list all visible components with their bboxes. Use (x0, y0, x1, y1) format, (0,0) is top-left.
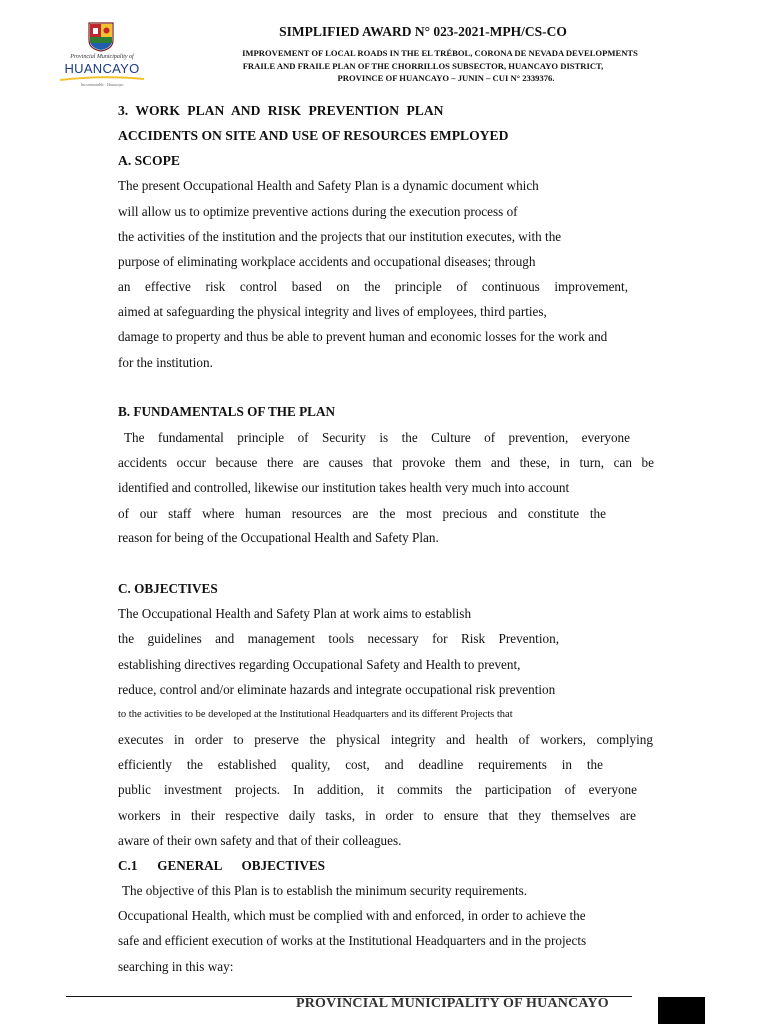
section-heading: 3. WORK PLAN AND RISK PREVENTION PLAN (118, 103, 444, 118)
paragraph-line: the guidelines and management tools necessary for Risk Prevention, (118, 631, 559, 646)
document-subtitle-line: FRAILE AND FRAILE PLAN OF THE CHORRILLOS SUBSECTOR, HUANCAYO DISTRICT, (242, 61, 604, 71)
paragraph-line: for the institution. (118, 355, 213, 370)
paragraph-line: identified and controlled, likewise our institution takes health very much into account (118, 480, 570, 495)
paragraph-line: The Occupational Health and Safety Plan at work aims to establish (118, 606, 472, 621)
logo-caption: Provincial Municipality of (70, 54, 134, 60)
paragraph-line: purpose of eliminating workplace accidents and occupational diseases; through (118, 254, 536, 269)
paragraph-line: will allow us to optimize preventive actions during the execution process of (118, 204, 518, 219)
paragraph-line: of our staff where human resources are the most precious and constitute the (118, 506, 606, 521)
paragraph-line: efficiently the established quality, cost, and deadline requirements in the (118, 757, 603, 772)
paragraph-line: the activities of the institution and the projects that our institution executes, with the (118, 229, 562, 244)
paragraph-line: executes in order to preserve the physical integrity and health of workers, complying (118, 732, 653, 747)
subsection-heading-objectives: C. OBJECTIVES (118, 581, 218, 596)
paragraph-line: reason for being of the Occupational Health and Safety Plan. (118, 530, 439, 545)
paragraph-line: accidents occur because there are causes that provoke them and these, in turn, can be (118, 455, 654, 470)
subsection-heading-scope: A. SCOPE (118, 153, 180, 168)
footer-text: PROVINCIAL MUNICIPALITY OF HUANCAYO (296, 996, 609, 1008)
paragraph-line: Occupational Health, which must be complied with and enforced, in order to achieve the (118, 908, 586, 923)
section-heading: ACCIDENTS ON SITE AND USE OF RESOURCES EMPLOYED (118, 128, 509, 143)
paragraph-line: The present Occupational Health and Safety Plan is a dynamic document which (118, 178, 539, 193)
paragraph-line: The fundamental principle of Security is the Culture of prevention, everyone (124, 430, 630, 445)
document-title: SIMPLIFIED AWARD N° 023-2021-MPH/CS-CO (279, 24, 567, 39)
paragraph-line: public investment projects. In addition, it commits the participation of everyone (118, 782, 637, 797)
paragraph-line: searching in this way: (118, 959, 234, 974)
page-number-box (658, 997, 705, 1024)
coat-of-arms-icon (88, 22, 114, 52)
logo-motto: Incontrastable · Huancayo (80, 82, 124, 87)
paragraph-line: establishing directives regarding Occupational Safety and Health to prevent, (118, 657, 521, 672)
document-subtitle-line: PROVINCE OF HUANCAYO – JUNIN – CUI N° 2339376. (337, 73, 555, 83)
subsection-heading-fundamentals: B. FUNDAMENTALS OF THE PLAN (118, 404, 335, 419)
paragraph-line: safe and efficient execution of works at the Institutional Headquarters and in the projects (118, 933, 587, 948)
paragraph-line: The objective of this Plan is to establish the minimum security requirements. (122, 883, 528, 898)
paragraph-line: an effective risk control based on the principle of continuous improvement, (118, 279, 628, 294)
paragraph-line: aware of their own safety and that of their colleagues. (118, 833, 402, 848)
paragraph-line: damage to property and thus be able to prevent human and economic losses for the work and (118, 329, 608, 344)
paragraph-line: workers in their respective daily tasks, in order to ensure that they themselves are (118, 808, 636, 823)
subsection-heading-general-objectives: C.1 GENERAL OBJECTIVES (118, 858, 326, 873)
municipality-logo (54, 22, 150, 88)
logo-name: HUANCAYO (64, 61, 140, 76)
paragraph-line: reduce, control and/or eliminate hazards and integrate occupational risk prevention (118, 682, 556, 697)
paragraph-line: to the activities to be developed at the Institutional Headquarters and its different Projects that (118, 709, 513, 720)
document-subtitle-line: IMPROVEMENT OF LOCAL ROADS IN THE EL TRÉBOL, CORONA DE NEVADA DEVELOPMENTS (242, 48, 638, 58)
paragraph-line: aimed at safeguarding the physical integrity and lives of employees, third parties, (118, 304, 547, 319)
